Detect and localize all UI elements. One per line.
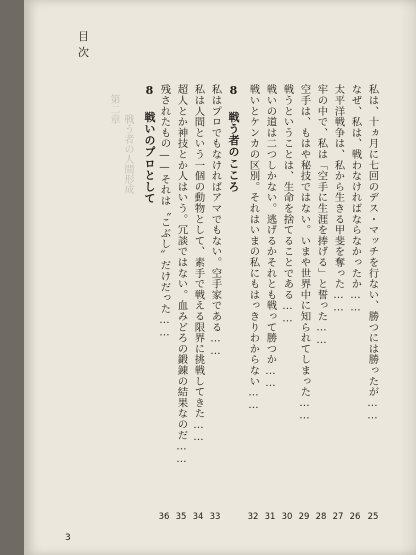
toc-entry: 超人とか神技とか人はいう。冗談ではない。血みどろの鍛錬の結果なのだ…… — [175, 84, 188, 466]
page-edge-shadow — [400, 0, 416, 555]
toc-entry: 戦いとケンカの区別。それはいまの私にもはっきりわからない…… — [247, 84, 260, 412]
toc-entry: 私は人間という一個の動物として、素手で戦える限界に挑戦してきた…… — [192, 84, 205, 444]
bleed-through-text-2: 戦う者の人間形成 — [122, 114, 133, 194]
toc-entry-page: 34 — [192, 512, 204, 522]
toc-entry-page: 36 — [158, 512, 170, 522]
page-number: 3 — [65, 533, 71, 543]
toc-entry: 戦いの道は二つしかない。逃げるかそれとも戦って勝つか…… — [264, 84, 277, 390]
toc-entry: 残されたもの——それは〝こぶし〟だけだった…… — [158, 84, 171, 339]
toc-entry-page: 31 — [264, 512, 276, 522]
section-heading-as-a-professional: 8 戦いのプロとして — [143, 84, 156, 204]
toc-entry: 戦うということは、生命を捨てることである…… — [281, 84, 294, 325]
toc-entry-page: 33 — [209, 512, 221, 522]
toc-entry-page: 29 — [298, 512, 310, 522]
toc-entry: 私はプロでもなければアマでもない。空手家である…… — [209, 84, 222, 358]
toc-entry: 私は、十ヵ月に七回のデス・マッチを行ない、勝つには勝ったが…… — [366, 84, 379, 422]
section-heading-fighting-spirit: 8 戦う者のこころ — [227, 84, 240, 193]
toc-entry: 太平洋戦争は、私から生きる甲斐を奪った…… — [332, 84, 345, 314]
toc-title: 目 次 — [78, 30, 115, 59]
toc-entry-page: 26 — [349, 512, 361, 522]
toc-entry-page: 30 — [281, 512, 293, 522]
toc-entry-page: 35 — [175, 512, 187, 522]
bleed-through-text-1: 第二章 — [108, 94, 119, 124]
toc-entry: 空手は、もはや秘技ではない。いまや世界中に知られてしまった…… — [298, 84, 311, 422]
toc-entry: なぜ、私は、戦わなければならなかったか…… — [349, 84, 362, 314]
book-page — [24, 0, 416, 555]
toc-entry-page: 32 — [247, 512, 259, 522]
toc-entry-page: 27 — [332, 512, 344, 522]
toc-entry-page: 28 — [315, 512, 327, 522]
toc-entry: 牢の中で、私は「空手に生涯を捧げる」と誓った…… — [315, 84, 328, 347]
toc-entry-page: 25 — [367, 512, 379, 522]
